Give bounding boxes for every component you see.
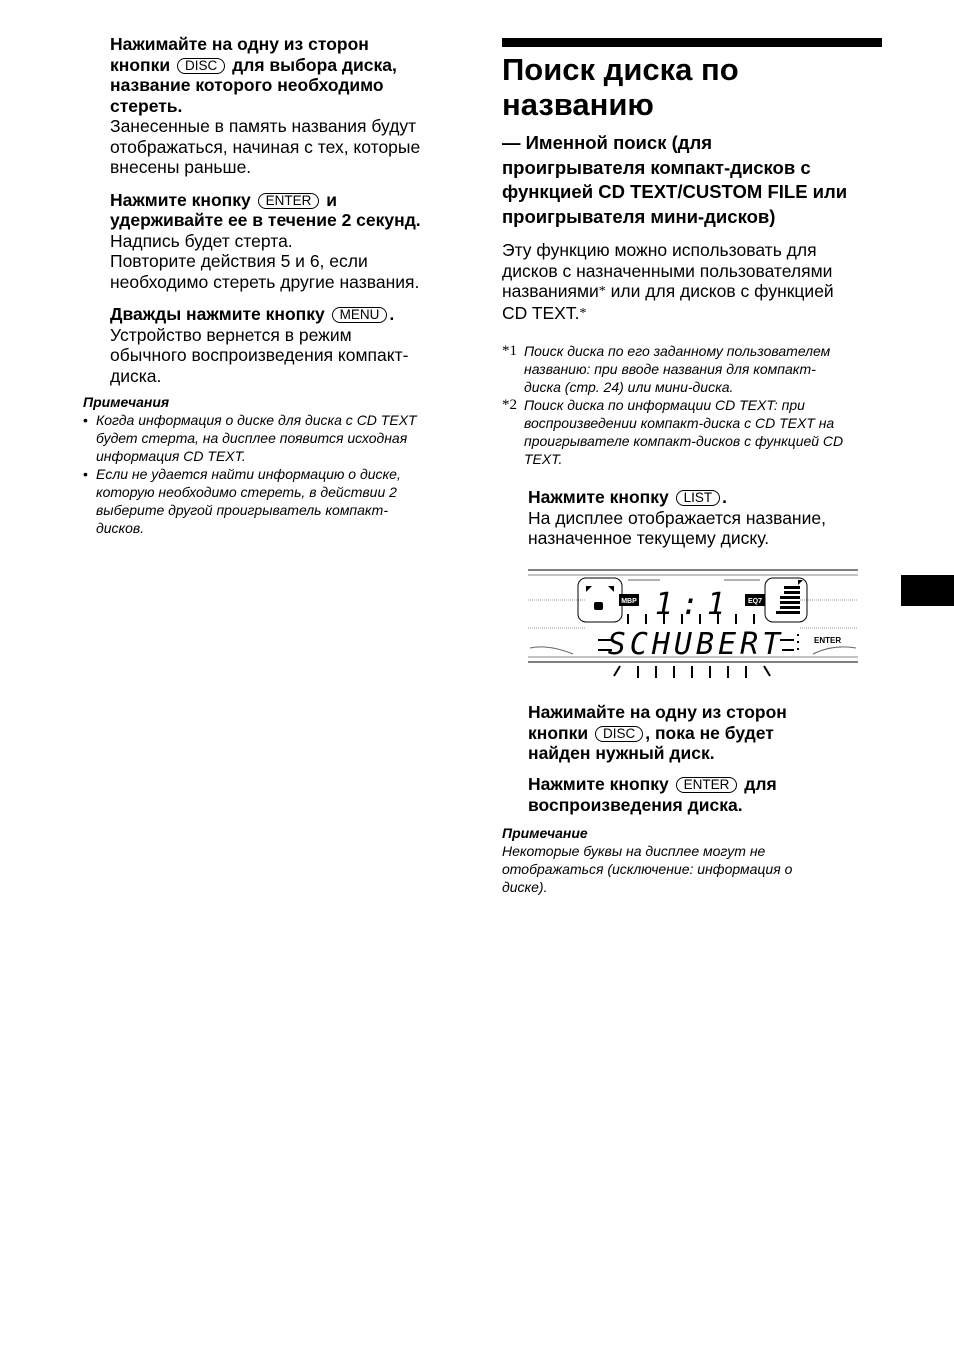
lcd-display-illustration: [528, 566, 858, 684]
page-title: Поиск диска по названию: [502, 52, 739, 122]
note-text: Некоторые буквы на дисплее могут не отображаться (исключение: информация о диске).: [502, 843, 793, 895]
footnote: *2 Поиск диска по информации CD TEXT: при воспроизведении компакт-диска с CD TEXT на проигрывателе компакт-дисков с функцией CD TEXT.: [502, 397, 844, 467]
step-6-title: Нажмите кнопку ENTER и удерживайте ее в течение 2 секунд.: [110, 189, 421, 230]
enter-key: ENTER: [676, 777, 738, 793]
notes-heading: Примечания: [83, 394, 170, 410]
step-7-title: Дважды нажмите кнопку MENU .: [110, 304, 395, 324]
enter-indicator: ENTER: [814, 636, 842, 645]
step-5: [110, 34, 470, 178]
section-rule: [502, 38, 882, 47]
step-2-title: Нажимайте на одну из сторон кнопки DISC , пока не будет найден нужный диск.: [528, 702, 787, 763]
step-5-title: Нажимайте на одну из сторон кнопки DISC для выбора диска, название которого необходимо стереть.: [110, 34, 397, 116]
disc-number-readout: 1:1: [654, 587, 734, 622]
menu-key: MENU: [332, 307, 388, 323]
step-1: [528, 487, 888, 549]
disc-name-readout: SCHUBERT: [607, 627, 785, 662]
step-7: [110, 304, 470, 386]
step-1-body: На дисплее отображается название, назначенное текущему диску.: [528, 507, 826, 548]
left-notes: [83, 393, 468, 537]
note-item: • Когда информация о диске для диска с CD TEXT будет стерта, на дисплее появится исходная информация CD TEXT.: [83, 411, 468, 465]
step-7-body: Устройство вернется в режим обычного воспроизведения компакт- диска.: [110, 324, 409, 386]
step-2: [528, 702, 888, 764]
step-3-title: Нажмите кнопку ENTER для воспроизведения диска.: [528, 774, 777, 815]
disc-key: DISC: [595, 726, 643, 742]
page-subtitle: — Именной поиск (для проигрывателя компакт-дисков с функцией CD TEXT/CUSTOM FILE или проигрывателя мини-дисков): [502, 132, 848, 227]
mbp-badge: MBP: [621, 598, 637, 605]
eq-badge: EQ7: [747, 598, 763, 605]
disc-key: DISC: [177, 58, 225, 74]
step-5-body: Занесенные в память названия будут отображаться, начиная с тех, которые внесены раньше.: [110, 116, 421, 177]
left-column: [110, 34, 470, 386]
footnotes: [502, 342, 892, 468]
section-thumb-tab: [901, 575, 954, 606]
step-6-body: Надпись будет стерта. Повторите действия 5 и 6, если необходимо стереть другие названия.: [110, 230, 420, 292]
note-item: • Если не удается найти информацию о диске, которую необходимо стереть, в действии 2 выберите другой проигрыватель компакт- дисков.: [83, 465, 468, 537]
right-note: [502, 824, 892, 896]
list-key: LIST: [676, 490, 721, 506]
right-column-header: [502, 52, 892, 468]
enter-key: ENTER: [258, 193, 320, 209]
step-6: [110, 190, 470, 293]
note-heading: Примечание: [502, 825, 588, 841]
intro-paragraph: Эту функцию можно использовать для дисков с назначенными пользователями названиями* или для дисков с функцией CD TEXT.*: [502, 240, 834, 323]
footnote: *1 Поиск диска по его заданному пользователем названию: при вводе названия для компакт- диска (стр. 24) или мини-диска.: [502, 343, 831, 395]
step-3: [528, 774, 888, 815]
step-1-title: Нажмите кнопку LIST .: [528, 487, 727, 507]
